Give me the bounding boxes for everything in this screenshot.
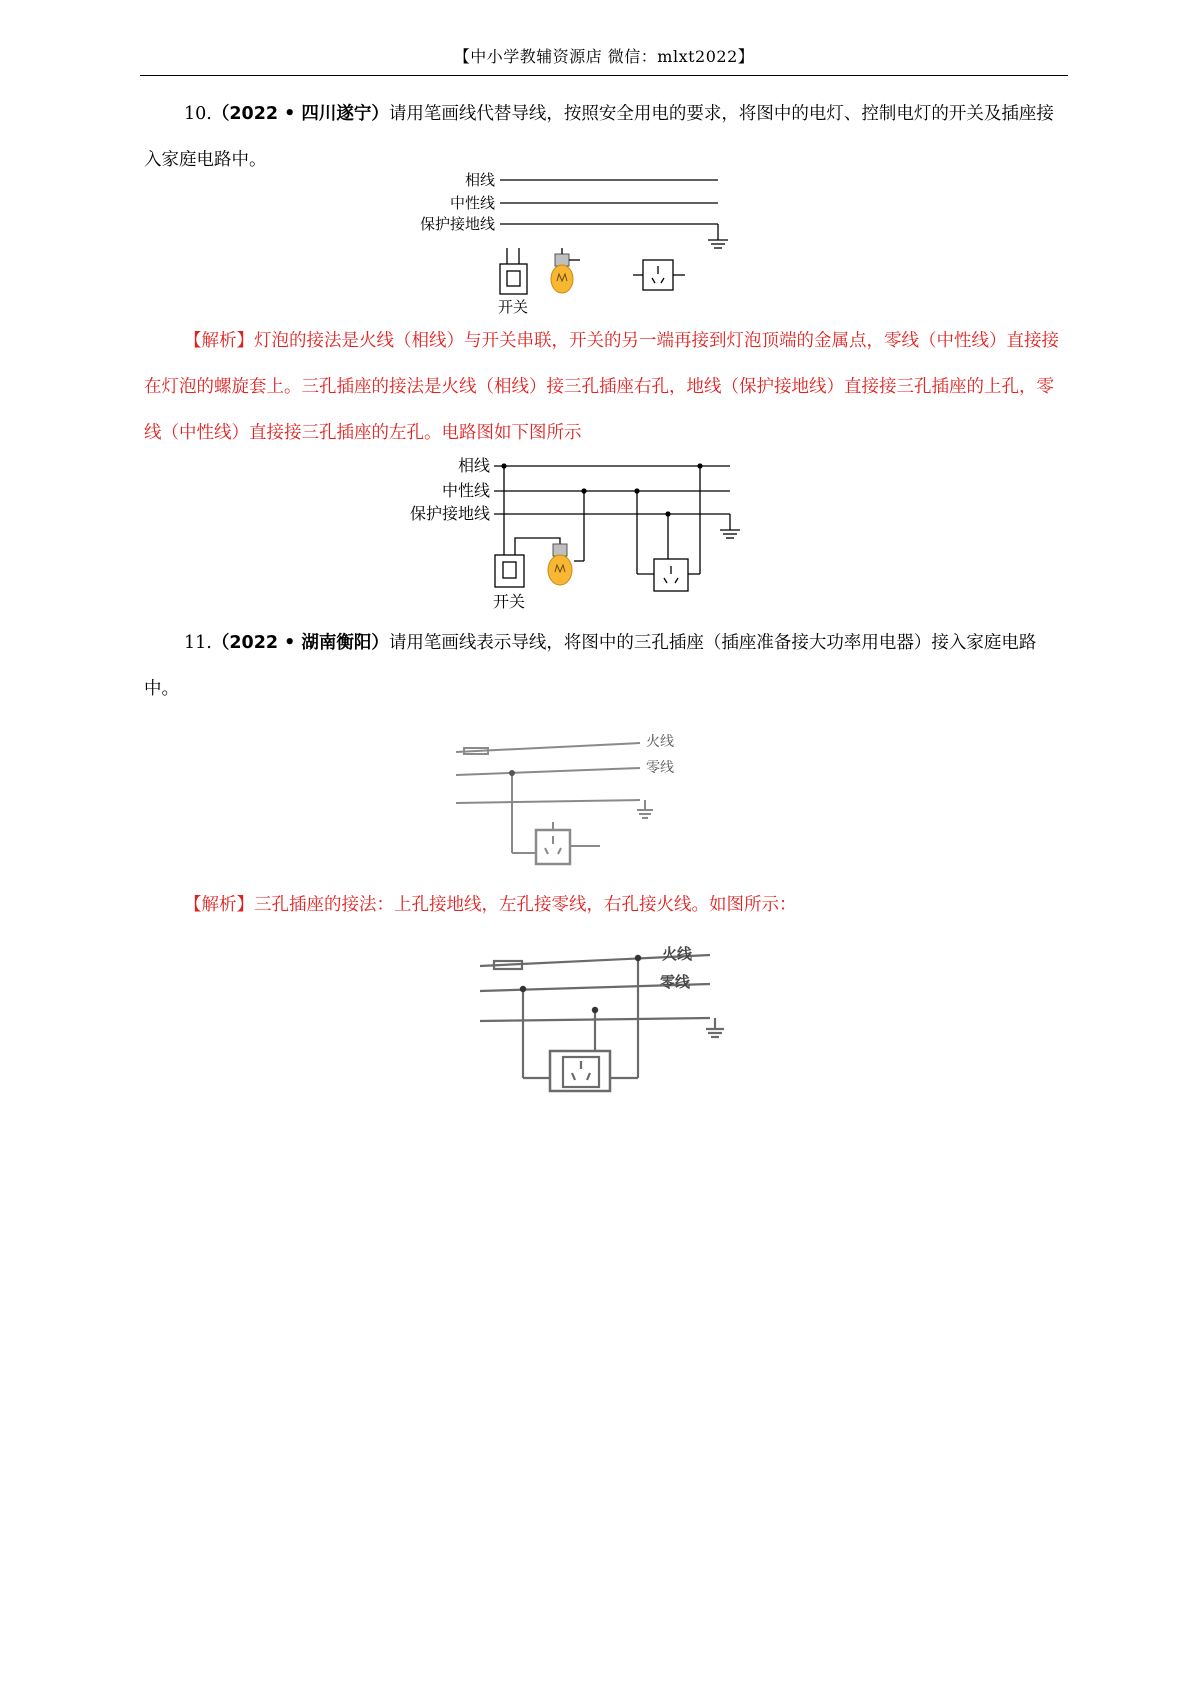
light-bulb [551, 248, 580, 293]
q10-answer-circuit-figure [394, 450, 774, 620]
q10-answer-live-label: 相线 [457, 456, 490, 475]
question-10-text: 请用笔画线代替导线，按照安全用电的要求，将图中的电灯、控制电灯的开关及插座接入家庭电路中。 [144, 104, 1054, 170]
q11-live-label: 火线 [646, 734, 674, 750]
ground-symbol [708, 224, 728, 248]
q10-answer-ground-label: 保护接地线 [409, 504, 490, 523]
header-rule [140, 75, 1068, 76]
q10-switch-label: 开关 [497, 298, 529, 316]
question-11-answer-tag: 【解析】 [184, 895, 254, 915]
question-10-source: （2022 • 四川遂宁） [211, 104, 389, 124]
question-11-answer [144, 882, 1068, 928]
question-10-answer-tag: 【解析】 [184, 331, 254, 351]
question-11 [144, 620, 1068, 712]
question-11-source: （2022 • 湖南衡阳） [211, 633, 389, 653]
q10-ground-label: 保护接地线 [419, 215, 495, 233]
question-10-answer [144, 318, 1068, 456]
page-header: 【中小学教辅资源店 微信：mlxt2022】 [453, 47, 755, 66]
q10-answer-neutral-label: 中性线 [441, 481, 490, 500]
question-11-number: 11. [184, 633, 212, 653]
q11-answer-live-label: 火线 [662, 945, 693, 963]
q10-live-label: 相线 [464, 171, 495, 189]
question-10-answer-text: 灯泡的接法是火线（相线）与开关串联，开关的另一端再接到灯泡顶端的金属点，零线（中性线）直接接在灯泡的螺旋套上。三孔插座的接法是火线（相线）接三孔插座右孔，地线（保护接地线）直接接三孔插座的上孔，零线（中性线）直接接三孔插座的左孔。电路图如下图所示 [144, 331, 1059, 443]
q11-neutral-label: 零线 [646, 760, 674, 776]
light-bulb [548, 544, 572, 585]
q10-neutral-label: 中性线 [449, 194, 495, 212]
q11-answer-neutral-label: 零线 [660, 973, 691, 991]
question-11-text: 请用笔画线表示导线，将图中的三孔插座（插座准备接大功率用电器）接入家庭电路中。 [144, 633, 1037, 699]
socket [633, 260, 685, 290]
q11-answer-circuit-figure [470, 935, 790, 1095]
switch [500, 248, 527, 294]
q11-circuit-figure [440, 728, 730, 878]
q10-answer-switch-label: 开关 [492, 592, 526, 611]
q10-circuit-figure [410, 168, 750, 318]
question-10-number: 10. [184, 104, 212, 124]
question-11-answer-text: 三孔插座的接法：上孔接地线，左孔接零线，右孔接火线。如图所示： [254, 895, 797, 915]
